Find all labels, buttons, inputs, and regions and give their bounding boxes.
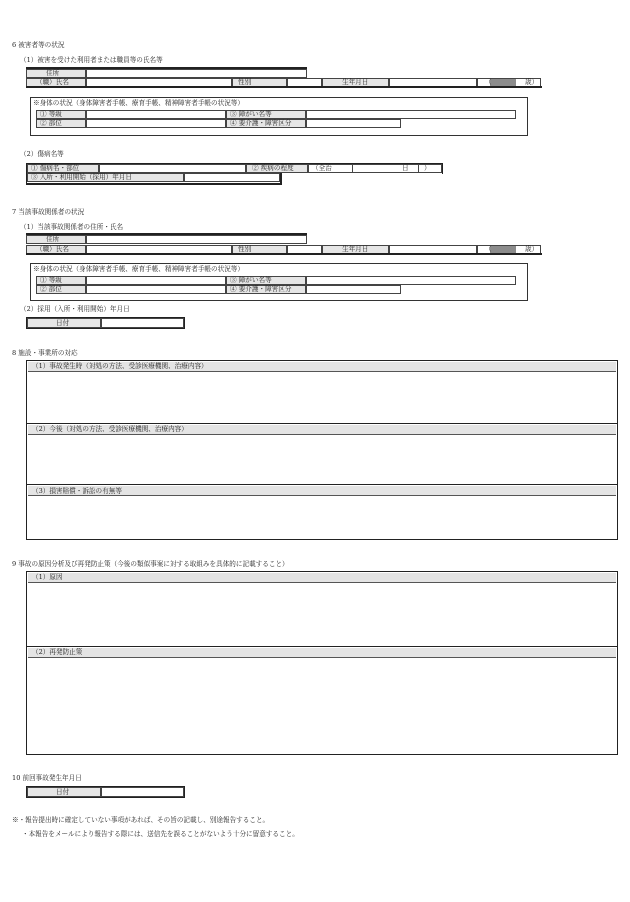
s7-disability-text: ③ 障がい名等 bbox=[230, 276, 272, 284]
s6-part-text: ② 部位 bbox=[40, 119, 62, 127]
s7-sub1: （1）当該事故関係者の住所・氏名 bbox=[20, 223, 124, 231]
s7-sub2: （2）採用（入所・利用開始）年月日 bbox=[20, 305, 130, 313]
s9-title: 9 事故の原因分析及び再発防止策（今後の類似事案に対する取組みを具体的に記載すること） bbox=[12, 560, 289, 568]
s6-part-field[interactable] bbox=[86, 119, 226, 128]
s7-title: 7 当該事故関係者の状況 bbox=[12, 208, 85, 216]
s8-header1: （1）事故発生時（対処の方法、受診医療機関、治療内容） bbox=[32, 362, 208, 370]
s6-disability-text: ③ 障がい名等 bbox=[230, 110, 272, 118]
s6-top-rule bbox=[26, 67, 307, 69]
s8-field3[interactable] bbox=[28, 497, 616, 538]
s8-header2: （2）今後（対処の方法、受診医療機関、治療内容） bbox=[32, 425, 188, 433]
s7-birth-text: 生年月日 bbox=[342, 245, 369, 253]
s7-part-field[interactable] bbox=[86, 285, 226, 294]
s6-sub1: （1）被害を受けた利用者または職員等の氏名等 bbox=[20, 56, 163, 64]
s10-date-field[interactable] bbox=[101, 787, 184, 797]
s6-sev-divider2 bbox=[418, 164, 419, 173]
s7-care-text: ④ 要介護・障害区分 bbox=[230, 285, 292, 293]
s7-address-field[interactable] bbox=[86, 235, 307, 244]
s6-disability-field[interactable] bbox=[306, 110, 516, 119]
s6-grade-field[interactable] bbox=[86, 110, 226, 119]
s6-body-title: ※身体の状況（身体障害者手帳、療育手帳、精神障害者手帳の状況等） bbox=[33, 99, 244, 107]
s6-sub2: （2）傷病名等 bbox=[20, 150, 64, 158]
s6-address-label-text: 住所 bbox=[46, 69, 60, 77]
s9-field2[interactable] bbox=[28, 658, 616, 753]
s6-recovery-text: （全治 bbox=[312, 164, 332, 172]
s8-title: 8 施設・事業所の対応 bbox=[12, 349, 78, 357]
s6-admit-bottom bbox=[26, 183, 282, 185]
s6-sev-divider bbox=[352, 164, 353, 173]
s7-date-field[interactable] bbox=[101, 318, 184, 328]
s7-age-unit: 歳） bbox=[525, 245, 539, 253]
s6-sex-text: 性別 bbox=[238, 78, 252, 86]
s6-care-text: ④ 要介護・障害区分 bbox=[230, 119, 292, 127]
s7-name-label-text: （職）氏名 bbox=[36, 245, 69, 253]
s9-header1-bg bbox=[28, 573, 616, 583]
s6-grade-text: ① 等級 bbox=[40, 110, 62, 118]
s6-age-open: （ bbox=[485, 78, 492, 86]
note-2: ・本報告をメールにより報告する際には、送信先を誤ることがないよう十分に留意すること。 bbox=[22, 830, 299, 838]
s8-header3: （3）損害賠償・訴訟の有無等 bbox=[32, 487, 122, 495]
s7-age-shade bbox=[490, 246, 516, 253]
s7-grade-field[interactable] bbox=[86, 276, 226, 285]
s6-name-label-text: （職）氏名 bbox=[36, 78, 69, 86]
s6-bottom-rule bbox=[26, 86, 542, 88]
s6-title: 6 被害者等の状況 bbox=[12, 41, 65, 49]
s9-field1[interactable] bbox=[28, 583, 616, 645]
s7-part-text: ② 部位 bbox=[40, 285, 62, 293]
s6-close-text: ） bbox=[424, 164, 431, 172]
s6-care-field[interactable] bbox=[306, 119, 401, 128]
s9-header2-bg bbox=[28, 648, 616, 658]
s10-title: 10 前回事故発生年月日 bbox=[12, 774, 82, 782]
s6-admit-right bbox=[280, 173, 282, 185]
s6-severity-text: ② 疾病の程度 bbox=[252, 164, 294, 172]
s7-sex-text: 性別 bbox=[238, 245, 252, 253]
s10-date-text: 日付 bbox=[56, 788, 70, 796]
s7-address-label-text: 住所 bbox=[46, 235, 60, 243]
s6-admit-text: ③ 入所・利用開始（採用）年月日 bbox=[31, 173, 133, 181]
s7-date-text: 日付 bbox=[56, 319, 70, 327]
s8-field1[interactable] bbox=[28, 372, 616, 422]
s6-age-unit: 歳） bbox=[525, 78, 539, 86]
s6-admit-mask bbox=[280, 174, 443, 185]
note-1: ※・報告提出時に確定していない事項があれば、その旨の記載し、別途報告すること。 bbox=[12, 816, 270, 824]
s6-day-text: 日 bbox=[402, 164, 409, 172]
s7-care-field[interactable] bbox=[306, 285, 401, 294]
s7-age-open: （ bbox=[485, 245, 492, 253]
s7-grade-text: ① 等級 bbox=[40, 276, 62, 284]
s6-injury-field[interactable] bbox=[99, 164, 246, 173]
s6-age-shade bbox=[490, 79, 516, 86]
s8-field2[interactable] bbox=[28, 435, 616, 483]
s6-birth-text: 生年月日 bbox=[342, 78, 369, 86]
s7-disability-field[interactable] bbox=[306, 276, 516, 285]
s7-bottom-rule bbox=[26, 253, 542, 255]
s9-header2: （2）再発防止策 bbox=[32, 648, 83, 656]
s6-admit-field[interactable] bbox=[184, 173, 280, 182]
s6-address-field[interactable] bbox=[86, 69, 307, 78]
s6-injury-text: ① 傷病名・部位 bbox=[31, 164, 80, 172]
s9-header1: （1）原因 bbox=[32, 573, 63, 581]
s7-body-title: ※身体の状況（身体障害者手帳、療育手帳、精神障害者手帳の状況等） bbox=[33, 265, 244, 273]
